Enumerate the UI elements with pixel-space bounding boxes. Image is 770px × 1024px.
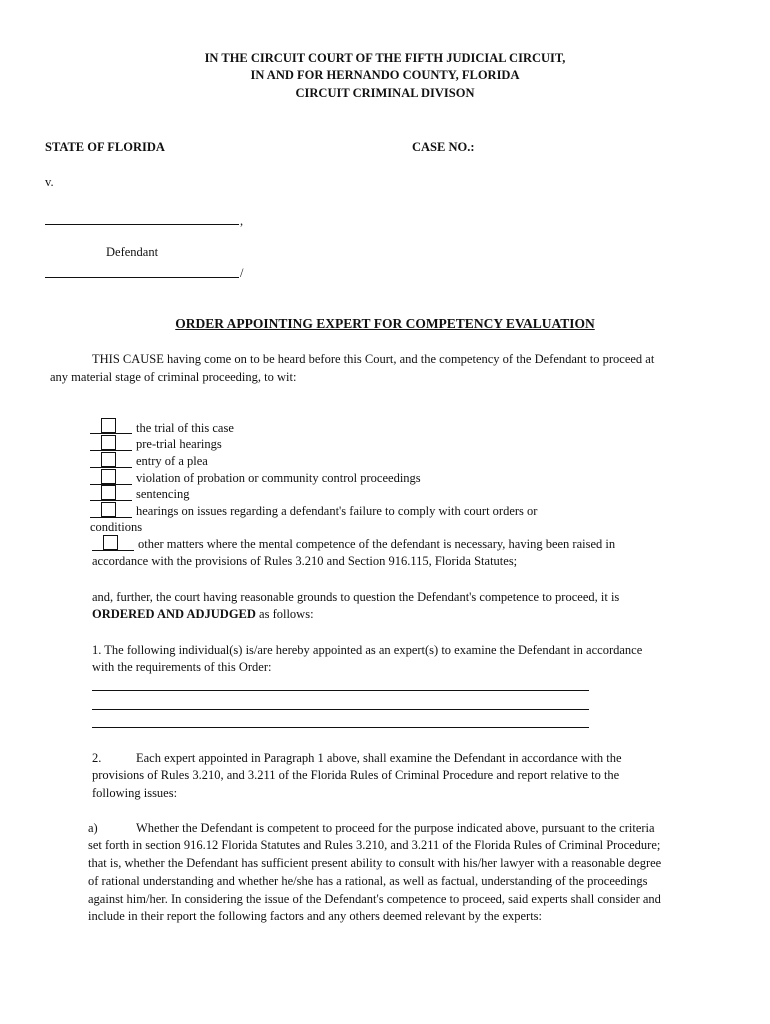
checkbox-plea[interactable] (101, 452, 116, 467)
para-a-line-1: Whether the Defendant is competent to proceed for the purpose indicated above, pursuant to the criteria (136, 821, 655, 835)
checkbox-sentencing[interactable] (101, 485, 116, 500)
checklist-wrap-conditions: conditions (90, 520, 143, 534)
para-a-line-5: against him/her. In considering the issue of the Defendant's competence to proceed, said experts shall consider and (88, 892, 661, 906)
checklist-item-sentencing: sentencing (136, 487, 190, 501)
checkbox-probation[interactable] (101, 469, 116, 484)
checklist-item-failure-to-comply: hearings on issues regarding a defendant's failure to comply with court orders or (136, 504, 538, 518)
defendant-line-2-slash: / (240, 266, 244, 280)
checklist-blank-6 (90, 517, 132, 518)
para-a-line-3: that is, whether the Defendant has sufficient present ability to consult with his/her lawyer with a reasonable degree (88, 856, 662, 870)
checklist-wrap-rules: accordance with the provisions of Rules 3.210 and Section 916.115, Florida Statutes; (92, 554, 518, 568)
para-a-line-2: set forth in section 916.12 Florida Statutes and Rules 3.210, and 3.211 of the Florida Rules of Criminal Procedure; (88, 838, 661, 852)
defendant-label: Defendant (106, 245, 159, 259)
expert-name-line-3[interactable] (92, 727, 589, 728)
further-line-1: and, further, the court having reasonable grounds to question the Defendant's competence to proceed, it is (92, 590, 620, 604)
checklist-blank-3 (90, 467, 132, 468)
versus-text: v. (45, 175, 54, 189)
checkbox-failure-to-comply[interactable] (101, 502, 116, 517)
checklist-item-plea: entry of a plea (136, 454, 208, 468)
para-a-line-4: of rational understanding and whether he/she has a rational, as well as factual, understanding of the proceedings (88, 874, 648, 888)
checklist-item-pretrial: pre-trial hearings (136, 437, 222, 451)
expert-name-line-1[interactable] (92, 690, 589, 691)
defendant-name-line-1[interactable] (45, 224, 239, 225)
defendant-line-1-comma: , (240, 214, 244, 228)
plaintiff-name: STATE OF FLORIDA (45, 140, 165, 154)
para1-line-2: with the requirements of this Order: (92, 660, 272, 674)
para2-line-1: Each expert appointed in Paragraph 1 above, shall examine the Defendant in accordance with the (136, 751, 622, 765)
case-number-label: CASE NO.: (412, 140, 475, 154)
para2-line-3: following issues: (92, 786, 178, 800)
court-header-line-2: IN AND FOR HERNANDO COUNTY, FLORIDA (250, 68, 520, 82)
checklist-blank-7 (92, 550, 134, 551)
court-header-line-1: IN THE CIRCUIT COURT OF THE FIFTH JUDICIAL CIRCUIT, (204, 51, 566, 65)
checklist-blank-2 (90, 450, 132, 451)
checklist-blank-5 (90, 500, 132, 501)
para2-number: 2. (92, 751, 102, 765)
checkbox-pretrial[interactable] (101, 435, 116, 450)
checkbox-other-matters[interactable] (103, 535, 118, 550)
ordered-adjudged-line (92, 606, 314, 622)
checklist-item-probation: violation of probation or community control proceedings (136, 471, 421, 485)
expert-name-line-2[interactable] (92, 709, 589, 710)
checklist-item-other-matters: other matters where the mental competence of the defendant is necessary, having been raised in (138, 537, 616, 551)
ordered-adjudged: ORDERED AND ADJUDGED (92, 607, 256, 621)
intro-line-1: THIS CAUSE having come on to be heard before this Court, and the competency of the Defendant to proceed at (92, 352, 655, 366)
intro-line-2: any material stage of criminal proceeding, to wit: (50, 370, 297, 384)
checkbox-trial[interactable] (101, 418, 116, 433)
defendant-name-line-2[interactable] (45, 277, 239, 278)
para-a-label: a) (88, 821, 98, 835)
para2-line-2: provisions of Rules 3.210, and 3.211 of the Florida Rules of Criminal Procedure and report relative to the (92, 768, 620, 782)
as-follows: as follows: (255, 607, 314, 621)
para-a-line-6: include in their report the following factors and any others deemed relevant by the experts: (88, 909, 543, 923)
order-title: ORDER APPOINTING EXPERT FOR COMPETENCY EVALUATION (175, 316, 595, 331)
para1-line-1: 1. The following individual(s) is/are hereby appointed as an expert(s) to examine the Defendant in accordance (92, 643, 643, 657)
checklist-item-trial: the trial of this case (136, 421, 234, 435)
checklist-blank-1 (90, 433, 132, 434)
court-header-line-3: CIRCUIT CRIMINAL DIVISON (295, 86, 475, 100)
